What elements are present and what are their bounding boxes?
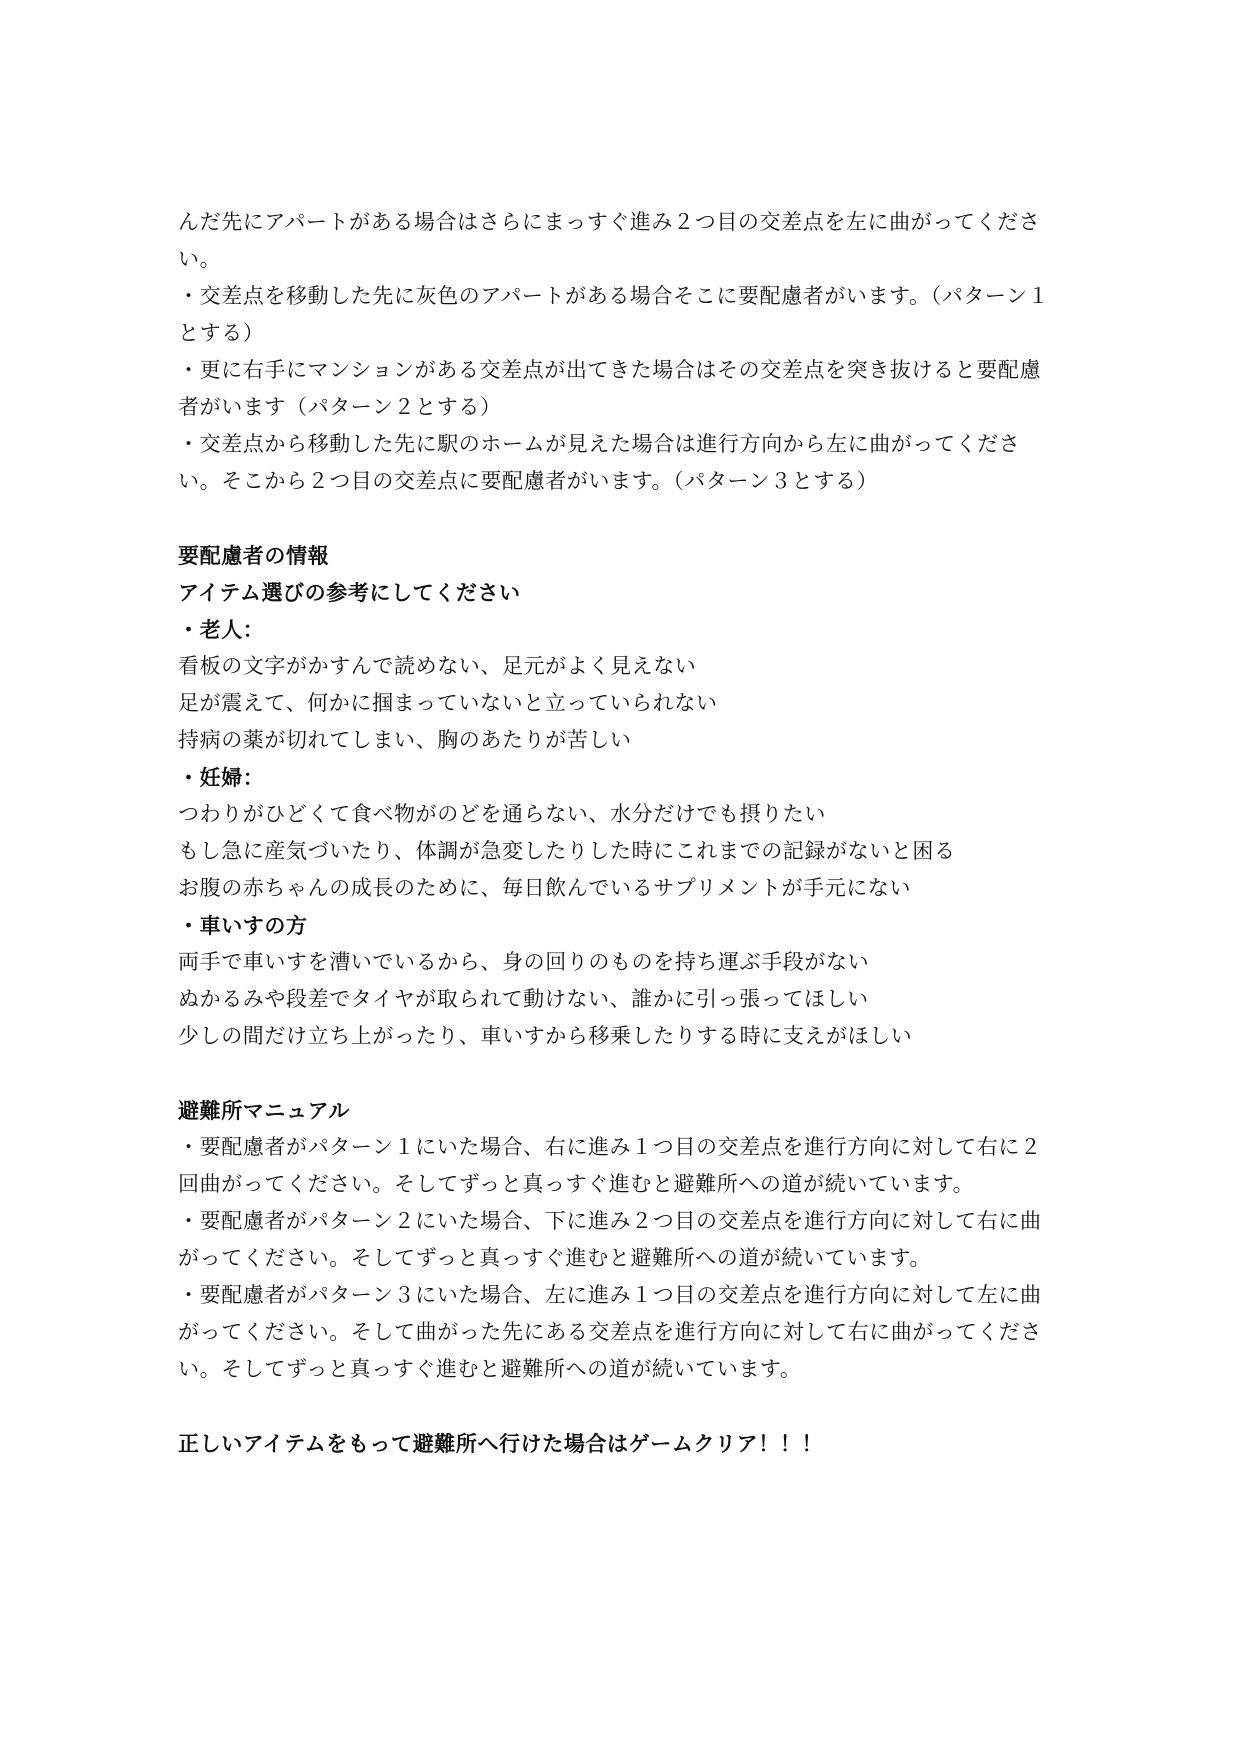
blank-line (178, 1388, 1058, 1425)
group-line: もし急に産気づいたり、体調が急変したりした時にこれまでの記録がないと困る (178, 839, 956, 863)
manual-line: 回曲がってください。そしてずっと真っすぐ進むと避難所への道が続いています。 (178, 1172, 975, 1196)
info-section (178, 537, 1058, 1055)
manual-line: がってください。そしてずっと真っすぐ進むと避難所への道が続いています。 (178, 1246, 932, 1270)
directions-line: ・交差点を移動した先に灰色のアパートがある場合そこに要配慮者がいます。（パターン１ (178, 284, 1050, 308)
blank-line (178, 1055, 1058, 1092)
group-line: 看板の文字がかすんで読めない、足元がよく見えない (178, 654, 697, 678)
closing-statement: 正しいアイテムをもって避難所へ行けた場合はゲームクリア！！！ (178, 1431, 824, 1456)
directions-line: い。そこから２つ目の交差点に要配慮者がいます。（パターン３とする） (178, 469, 879, 493)
directions-line: とする） (178, 321, 265, 345)
group-title: ・老人： (178, 617, 265, 642)
group-line: ぬかるみや段差でタイヤが取られて動けない、誰かに引っ張ってほしい (178, 987, 869, 1011)
directions-line: ・交差点から移動した先に駅のホームが見えた場合は進行方向から左に曲がってくださ (178, 432, 1021, 456)
group-line: 両手で車いすを漕いでいるから、身の回りのものを持ち運ぶ手段がない (178, 950, 870, 974)
info-subheading: アイテム選びの参考にしてください (178, 580, 521, 605)
group-elderly (178, 611, 1058, 759)
directions-line: ・更に右手にマンションがある交差点が出てきた場合はその交差点を突き抜けると要配慮 (178, 358, 1042, 382)
info-heading: 要配慮者の情報 (178, 543, 330, 568)
manual-line: ・要配慮者がパターン３にいた場合、左に進み１つ目の交差点を進行方向に対して左に曲 (178, 1283, 1042, 1307)
group-line: 持病の薬が切れてしまい、胸のあたりが苦しい (178, 728, 632, 752)
group-line: 足が震えて、何かに掴まっていないと立っていられない (178, 691, 718, 715)
manual-line: ・要配慮者がパターン１にいた場合、右に進み１つ目の交差点を進行方向に対して右に２ (178, 1135, 1042, 1159)
group-title: ・車いすの方 (178, 913, 308, 938)
group-line: 少しの間だけ立ち上がったり、車いすから移乗したりする時に支えがほしい (178, 1024, 913, 1048)
group-line: お腹の赤ちゃんの成長のために、毎日飲んでいるサプリメントが手元にない (178, 876, 912, 900)
document-page (178, 204, 1058, 1462)
directions-line: んだ先にアパートがある場合はさらにまっすぐ進み２つ目の交差点を左に曲がってくださ (178, 210, 1041, 234)
group-pregnant (178, 759, 1058, 907)
group-title: ・妊婦： (178, 765, 265, 790)
blank-line (178, 500, 1058, 537)
manual-line: がってください。そして曲がった先にある交差点を進行方向に対して右に曲がってくださ (178, 1320, 1042, 1344)
group-line: つわりがひどくて食べ物がのどを通らない、水分だけでも摂りたい (178, 802, 826, 826)
manual-line: ・要配慮者がパターン２にいた場合、下に進み２つ目の交差点を進行方向に対して右に曲 (178, 1209, 1042, 1233)
directions-line: 者がいます（パターン２とする） (178, 395, 502, 419)
directions-section (178, 204, 1058, 500)
manual-line: い。そしてずっと真っすぐ進むと避難所への道が続いています。 (178, 1357, 802, 1381)
directions-line: い。 (178, 247, 222, 271)
group-wheelchair (178, 907, 1058, 1055)
manual-heading: 避難所マニュアル (178, 1098, 350, 1123)
manual-section (178, 1092, 1058, 1388)
